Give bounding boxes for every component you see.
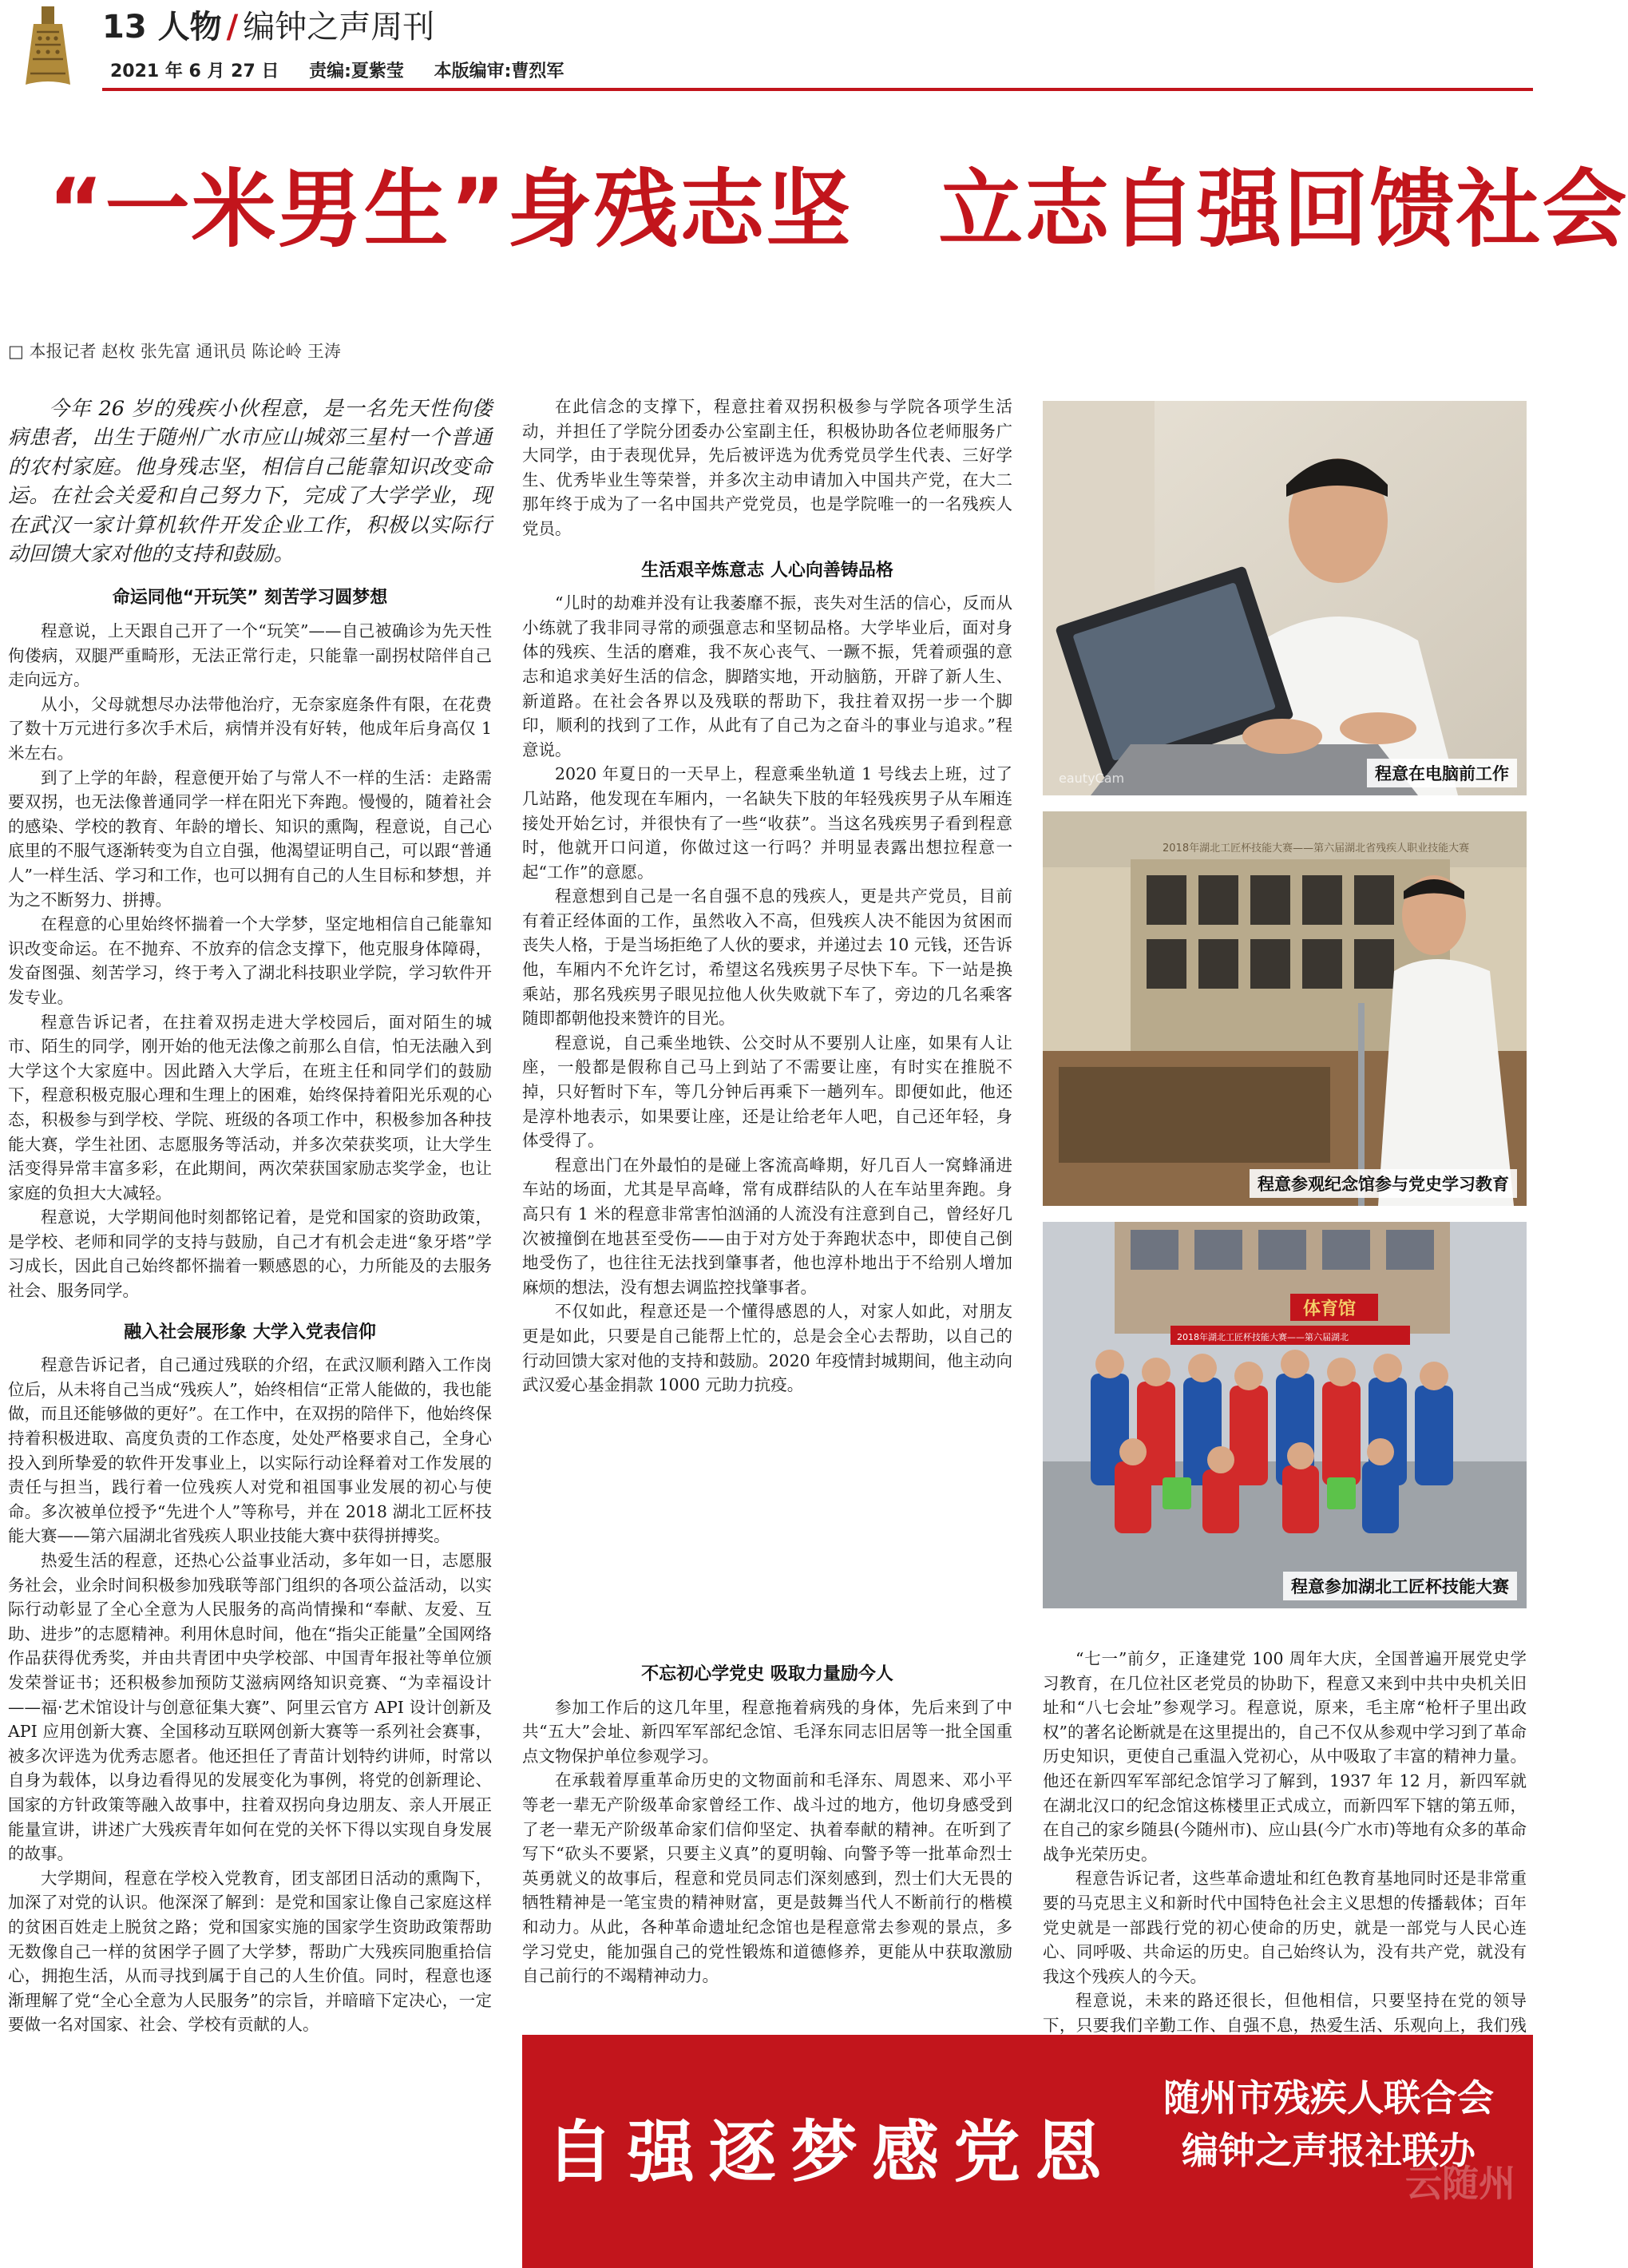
section-name: 人物 bbox=[157, 9, 222, 46]
paragraph: 大学期间，程意在学校入党教育，团支部团日活动的熏陶下，加深了对党的认识。他深深了解到：是党和国家让像自己家庭这样的贫困百姓走上脱贫之路；党和国家实施的国家学生资助政策帮助无数像自己一样的贫困学子圆了大学梦，帮助广大残疾同胞重拾信心，拥抱生活，从而寻找到属于自己的人生价值。同时，程意也逐渐理解了党“全心全意为人民服务”的宗旨，并暗暗下定决心，一定要做一名对国家、社会、学校有贡献的人。 bbox=[8, 1868, 492, 2035]
paragraph: 程意告诉记者，自己通过残联的介绍，在武汉顺利踏入工作岗位后，从未将自己当成“残疾人”，始终相信“正常人能做的，我也能做，而且还能够做的更好”。在工作中，在双拐的陪伴下，他始终保持着积极进取、高度负责的工作态度，处处严格要求自己，全身心投入到所挚爱的软件开发事业上，以实际行动诠释着对工作发展的责任与担当，践行着一位残疾人对党和祖国事业发展的初心与使命。多次被单位授予“先进个人”等称号，并在 2018 湖北工匠杯技能大赛——第六届湖北省残疾人职业技能大赛中获得拼搏奖。 bbox=[8, 1355, 492, 1546]
paragraph: 程意说，上天跟自己开了一个“玩笑”——自己被确诊为先天性佝偻病，双腿严重畸形，无法正常行走，只能靠一副拐杖陪伴自己走向远方。 bbox=[8, 621, 492, 690]
building-sign: 体育馆 bbox=[1303, 1299, 1357, 1319]
bronze-bell-icon bbox=[22, 5, 73, 88]
photo-caption: 程意在电脑前工作 bbox=[1367, 759, 1517, 787]
paragraph: 在程意的心里始终怀揣着一个大学梦，坚定地相信自己能靠知识改变命运。在不抛弃、不放弃的信念支撑下，他克服身体障碍，发奋图强、刻苦学习，终于考入了湖北科技职业学院，学习软件开发专业。 bbox=[8, 914, 492, 1007]
banner-org-line-2: 编钟之声报社联办 bbox=[1182, 2129, 1475, 2172]
article-column-2 bbox=[522, 395, 1012, 1648]
layout-editor-credit: 本版编审:曹烈军 bbox=[434, 61, 564, 81]
section-separator: / bbox=[226, 9, 239, 46]
paragraph: 热爱生活的程意，还热心公益事业活动，多年如一日，志愿服务社会，业余时间积极参加残联等部门组织的各项公益活动，以实际行动彰显了全心全意为人民服务的高尚情操和“奉献、友爱、互助、进步”的志愿精神。利用休息时间，他在“指尖正能量”全国网络作品获得优秀奖，并由共青团中央学校部、中国青年报社等单位颁发荣誉证书；还积极参加预防艾滋病网络知识竞赛、“为幸福设计——福·艺术馆设计与创意征集大赛”、阿里云官方 API 设计创新及 API 应用创新大赛、全国移动互联网创新大赛等一系列社会赛事，被多次评选为优秀志愿者。他还担任了青苗计划特约讲师，时常以自身为载体，以身边看得见的发展变化为事例，将党的创新理论、国家的方针政策等融入故事中，拄着双拐向身边朋友、亲人开展正能量宣讲，讲述广大残疾青年如何在党的关怀下得以实现自身发展的故事。 bbox=[8, 1551, 492, 1864]
article-column-1 bbox=[8, 395, 492, 2268]
section-heading: 融入社会展形象 大学入党表信仰 bbox=[124, 1322, 376, 1342]
photo-computer-work bbox=[1043, 401, 1527, 795]
issue-date: 2021 年 6 月 27 日 bbox=[110, 61, 279, 81]
paragraph: 程意告诉记者，这些革命遗址和红色教育基地同时还是非常重要的马克思主义和新时代中国特色社会主义思想的传播载体；百年党史就是一部践行党的初心使命的历史，就是一部党与人民心连心、同呼吸、共命运的历史。自己始终认为，没有共产党，就没有我这个残疾人的今天。 bbox=[1043, 1869, 1527, 1986]
paragraph: “七一”前夕，正逢建党 100 周年大庆，全国普遍开展党史学习教育，在几位社区老党员的协助下，程意又来到中共中央机关旧址和“八七会址”参观学习。程意说，原来，毛主席“枪杆子里出政权”的著名论断就是在这里提出的，自己不仅从参观中学习到了革命历史知识，更使自己重温入党初心，从中吸取了丰富的精神力量。他还在新四军军部纪念馆学习了解到，1937 年 12 月，新四军就在湖北汉口的纪念馆这栋楼里正式成立，而新四军下辖的第五师，在自己的家乡随县(今随州市)、应山县(今广水市)等地有众多的革命战争光荣历史。 bbox=[1043, 1649, 1527, 1864]
banner-slogan: 自强逐梦感党恩 bbox=[546, 2112, 1117, 2191]
banner-org-line-1: 随州市残疾人联合会 bbox=[1163, 2076, 1494, 2119]
photo-skills-contest bbox=[1043, 1222, 1527, 1608]
paragraph: 程意出门在外最怕的是碰上客流高峰期，好几百人一窝蜂涌进车站的场面，尤其是早高峰，常有成群结队的人在车站里奔跑。身高只有 1 米的程意非常害怕汹涌的人流没有注意到自己，曾经好几次被撞倒在地甚至受伤——由于对方处于奔跑状态中，即使自己倒地受伤了，也往往无法找到肇事者，他也淳朴地出于不给别人增加麻烦的想法，没有想去调监控找肇事者。 bbox=[522, 1155, 1012, 1297]
paragraph: 程意说，未来的路还很长，但他相信，只要坚持在党的领导下，只要我们辛勤工作、自强不息，热爱生活、乐观向上，我们残 bbox=[1043, 1991, 1527, 2035]
publication-name: 编钟之声周刊 bbox=[243, 9, 435, 46]
paragraph: 到了上学的年龄，程意便开始了与常人不一样的生活：走路需要双拐，也无法像普通同学一样在阳光下奔跑。慢慢的，随着社会的感染、学校的教育、年龄的增长、知识的熏陶，程意说，自己心底里的不服气逐渐转变为自立自强，他渴望证明自己，可以跟“普通人”一样生活、学习和工作，也可以拥有自己的人生目标和梦想，并为之不断努力、拼搏。 bbox=[8, 767, 492, 910]
photo-caption: 程意参加湖北工匠杯技能大赛 bbox=[1283, 1572, 1517, 1600]
masthead-rule bbox=[102, 88, 1533, 91]
photo-caption: 程意参观纪念馆参与党史学习教育 bbox=[1250, 1169, 1517, 1198]
paragraph: 2020 年夏日的一天早上，程意乘坐轨道 1 号线去上班，过了几站路，他发现在车厢内，一名缺失下肢的年轻残疾男子从车厢连接处开始乞讨，并很快有了一些“收获”。当这名残疾男子看到程意时，他就开口问道，你做过这一行吗？并明显表露出想拉程意一起“工作”的意愿。 bbox=[522, 764, 1012, 882]
paragraph: 程意说，大学期间他时刻都铭记着，是党和国家的资助政策，是学校、老师和同学的支持与鼓励，自己才有机会走进“象牙塔”学习成长，因此自己始终都怀揣着一颗感恩的心，力所能及的去服务社会、服务同学。 bbox=[8, 1207, 492, 1301]
section-heading: 生活艰辛炼意志 人心向善铸品格 bbox=[641, 560, 893, 581]
contest-banner: 2018年湖北工匠杯技能大赛——第六届湖北 bbox=[1177, 1332, 1349, 1342]
photo-museum-visit-image bbox=[1043, 811, 1527, 1206]
headline: “一米男生”身残志坚 立志自强回馈社会 bbox=[48, 161, 1628, 259]
page-number: 13 bbox=[102, 9, 147, 46]
paragraph: 在承载着厚重革命历史的文物面前和毛泽东、周恩来、邓小平等老一辈无产阶级革命家曾经工作、战斗过的地方，他切身感受到了老一辈无产阶级革命家们信仰坚定、执着奉献的精神。在听到了写下“砍头不要紧，只要主义真”的夏明翰、向警予等一批革命烈士英勇就义的故事后，程意和党员同志们深刻感到，烈士们大无畏的牺牲精神是一笔宝贵的精神财富，更是鼓舞当代人不断前行的楷模和动力。从此，各种革命遗址纪念馆也是程意常去参观的景点，多学习党史，能加强自己的党性锻炼和道德修养，更能从中获取激励自己前行的不竭精神动力。 bbox=[522, 1770, 1012, 1986]
section-heading: 不忘初心学党史 吸取力量励今人 bbox=[641, 1664, 893, 1684]
paragraph: 参加工作后的这几年里，程意拖着病残的身体，先后来到了中共“五大”会址、新四军军部纪念馆、毛泽东同志旧居等一批全国重点文物保护单位参观学习。 bbox=[522, 1697, 1012, 1766]
photo-museum-visit bbox=[1043, 811, 1527, 1206]
editor-credit: 责编:夏紫莹 bbox=[309, 61, 404, 81]
photo-skills-contest-image bbox=[1043, 1222, 1527, 1608]
paragraph: 不仅如此，程意还是一个懂得感恩的人，对家人如此，对朋友更是如此，只要是自己能帮上忙的，总是会全心去帮助，以自己的行动回馈大家对他的支持和鼓励。2020 年疫情封城期间，他主动向武汉爱心基金捐款 1000 元助力抗疫。 bbox=[522, 1302, 1012, 1395]
paragraph: 在此信念的支撑下，程意拄着双拐积极参与学院各项学生活动，并担任了学院分团委办公室副主任，积极协助各位老师服务广大同学，由于表现优异，先后被评选为优秀党员学生代表、三好学生、优秀毕业生等荣誉，并多次主动申请加入中国共产党，在大二那年终于成为了一名中国共产党党员，也是学院唯一的一名残疾人党员。 bbox=[522, 397, 1012, 538]
masthead bbox=[0, 0, 1533, 96]
paragraph: 程意说，自己乘坐地铁、公交时从不要别人让座，如果有人让座，一般都是假称自己马上到站了不需要让座，有时实在推脱不掉，只好暂时下车，等几分钟后再乘下一趟列车。即便如此，他还是淳朴地表示，如果要让座，还是让给老年人吧，自己还年轻，身体受得了。 bbox=[522, 1033, 1012, 1151]
section-heading: 命运同他“开玩笑” 刻苦学习圆梦想 bbox=[112, 588, 388, 609]
slogan-banner bbox=[522, 2035, 1533, 2268]
dateline bbox=[110, 57, 588, 82]
photo-watermark: eautyCam bbox=[1059, 771, 1125, 786]
byline: □ 本报记者 赵枚 张先富 通讯员 陈论岭 王涛 bbox=[8, 342, 341, 361]
paragraph: 从小，父母就想尽办法带他治疗，无奈家庭条件有限，在花费了数十万元进行多次手术后，病情并没有好转，他成年后身高仅 1 米左右。 bbox=[8, 694, 492, 763]
lead-paragraph: 今年 26 岁的残疾小伙程意，是一名先天性佝偻病患者，出生于随州广水市应山城郊三星村一个普通的农村家庭。他身残志坚，相信自己能靠知识改变命运。在社会关爱和自己努力下，完成了大学学业，现在武汉一家计算机软件开发企业工作，积极以实际行动回馈大家对他的支持和鼓励。 bbox=[8, 397, 492, 567]
article-column-3-lower bbox=[1043, 1647, 1527, 2035]
article-column-2-lower bbox=[522, 1645, 1012, 1996]
paragraph: “儿时的劫难并没有让我萎靡不振，丧失对生活的信心，反而从小练就了我非同寻常的顽强意志和坚韧品格。大学毕业后，面对身体的残疾、生活的磨难，我不灰心丧气、一蹶不振，凭着顽强的意志和追求美好生活的信念，脚踏实地，开动脑筋，开辟了新人生、新道路。在社会各界以及残联的帮助下，我拄着双拐一步一个脚印，顺利的找到了工作，从此有了自己为之奋斗的事业与追求。”程意说。 bbox=[522, 593, 1012, 759]
paragraph: 程意想到自己是一名自强不息的残疾人，更是共产党员，目前有着正经体面的工作，虽然收入不高，但残疾人决不能因为贫困而丧失人格，于是当场拒绝了人伙的要求，并递过去 10 元钱，还告诉他，车厢内不允许乞讨，希望这名残疾男子尽快下车。下一站是换乘站，那名残疾男子眼见拉他人伙失败就下车了，旁边的几名乘客随即都朝他投来赞许的目光。 bbox=[522, 886, 1012, 1029]
site-watermark: 云随州 bbox=[1405, 2162, 1515, 2205]
paragraph: 程意告诉记者，在拄着双拐走进大学校园后，面对陌生的城市、陌生的同学，刚开始的他无法像之前那么自信，怕无法融入到大学这个大家庭中。因此踏入大学后，在班主任和同学们的鼓励下，程意积极克服心理和生理上的困难，始终保持着阳光乐观的心态，积极参与到学校、学院、班级的各项工作中，积极参加各种技能大赛，学生社团、志愿服务等活动，并多次荣获奖项，让大学生活变得异常丰富多彩，在此期间，两次荣获国家励志奖学金，也让家庭的负担大大减轻。 bbox=[8, 1012, 492, 1203]
page-label bbox=[102, 2, 434, 47]
exhibit-wall-text: 2018年湖北工匠杯技能大赛——第六届湖北省残疾人职业技能大赛 bbox=[1163, 843, 1470, 854]
photo-computer-work-image bbox=[1043, 401, 1527, 795]
